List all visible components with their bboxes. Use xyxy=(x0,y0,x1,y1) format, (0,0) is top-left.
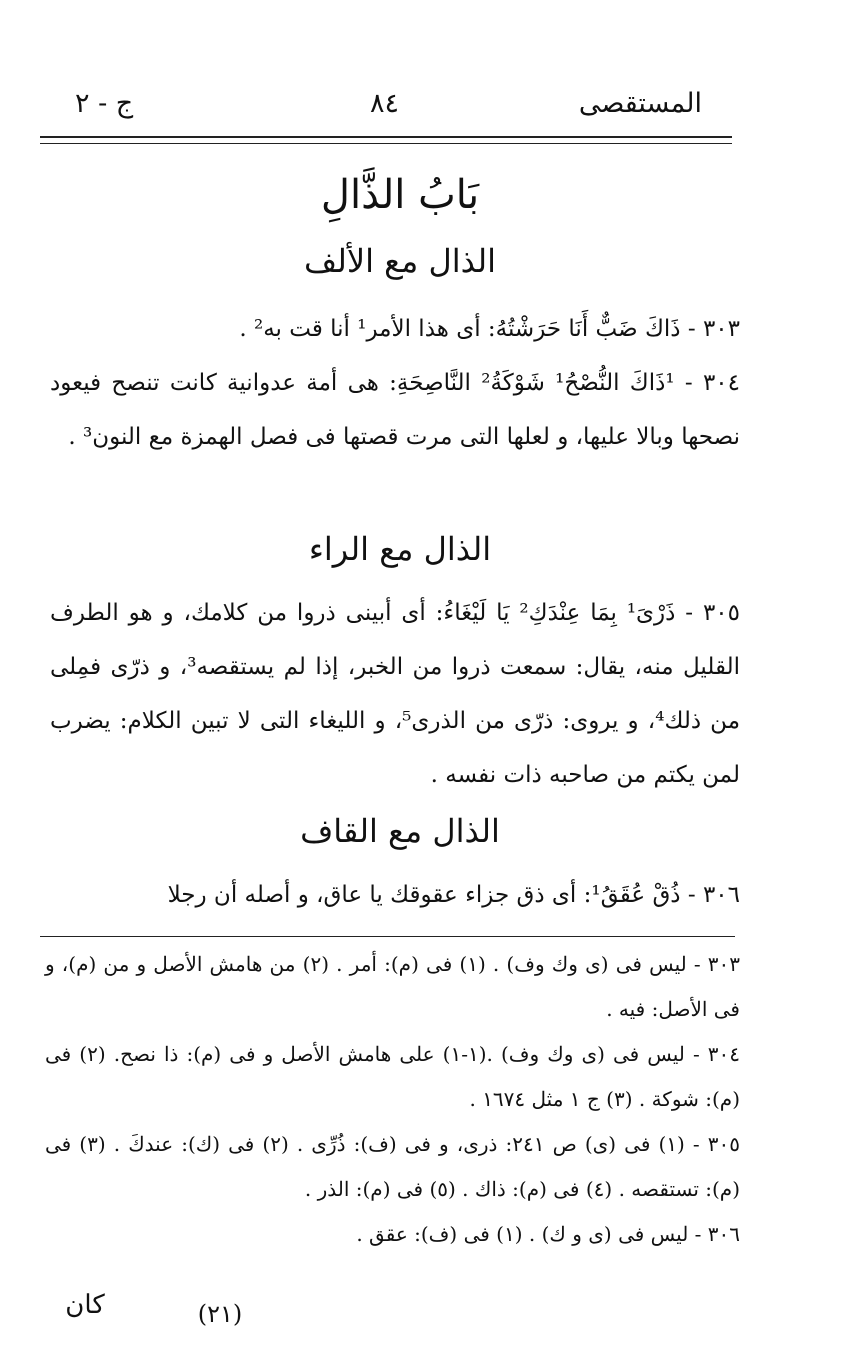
section-heading: الذال مع الراء xyxy=(308,530,492,568)
footnote: ٣٠٤ - ليس فى (ى وك وف) .(١-١) على هامش الأصل و فى (م): ذا نصح. (٢) فى (م): شوكة . (٣) ج ١ مثل ١٦٧٤ . xyxy=(45,1042,741,1111)
header-rule-thin xyxy=(40,143,732,144)
footnote: ٣٠٣ - ليس فى (ى وك وف) . (١) فى (م): أمر . (٢) من هامش الأصل و من (م)، و فى الأصل: فيه . xyxy=(45,952,740,1021)
page-number: ٨٤ xyxy=(370,88,400,119)
header-rule-thick xyxy=(40,136,732,138)
proverb-entry: ٣٠٥ - ذَرْىَ¹ بِمَا عِنْدَكِ² يَا لَيْغَاءُ: أى أبينى ذروا من كلامك، و هو الطرف القليل منه، يقال: سمعت ذروا من الخبر، إذا لم يستقصه³، و ذرّى فمِلى من ذلك⁴، و يروى: ذرّى من الذرى⁵، و الليغاء التى لا تبين الكلام: يضرب لمن يكتم من صاحبه ذات نفسه . xyxy=(50,600,741,788)
section-heading: الذال مع الألف xyxy=(303,242,497,280)
section-heading: الذال مع القاف xyxy=(300,812,500,850)
proverb-entry: ٣٠٣ - ذَاكَ ضَبٌّ أَنَا حَرَشْتُهُ: أى هذا الأمر¹ أنا قت به² . xyxy=(239,316,740,342)
footnote: ٣٠٥ - (١) فى (ى) ص ٢٤١: ذرى، و فى (ف): ذُرِّى . (٢) فى (ك): عندكَ . (٣) فى (م): تستقصه . (٤) فى (م): ذاك . (٥) فى (م): الذر . xyxy=(45,1132,740,1201)
signature-mark: (٢١) xyxy=(197,1300,243,1328)
footnote: ٣٠٦ - ليس فى (ى و ك) . (١) فى (ف): عقق . xyxy=(356,1222,740,1246)
footnotes xyxy=(45,942,740,1257)
chapter-title: بَابُ الذَّالِ xyxy=(320,172,480,218)
footnote-rule xyxy=(40,936,735,937)
page-header xyxy=(40,88,730,132)
section-body xyxy=(50,586,740,802)
book-title: المستقصى xyxy=(578,88,702,119)
section-body xyxy=(50,868,740,922)
section-body xyxy=(50,302,740,464)
proverb-entry: ٣٠٤ - ¹ذَاكَ النُّصْحُ¹ شَوْكَةُ² النَّاصِحَةِ: هى أمة عدوانية كانت تنصح فيعود نصحها وبالا عليها، و لعلها التى مرت قصتها فى فصل الهمزة مع النون³ . xyxy=(50,370,740,450)
volume-label: ج - ٢ xyxy=(75,88,134,119)
proverb-entry: ٣٠٦ - ذُقْ عُقَقُ¹: أى ذق جزاء عقوقك يا عاق، و أصله أن رجلا xyxy=(167,882,740,908)
catchword: كان xyxy=(65,1290,105,1320)
